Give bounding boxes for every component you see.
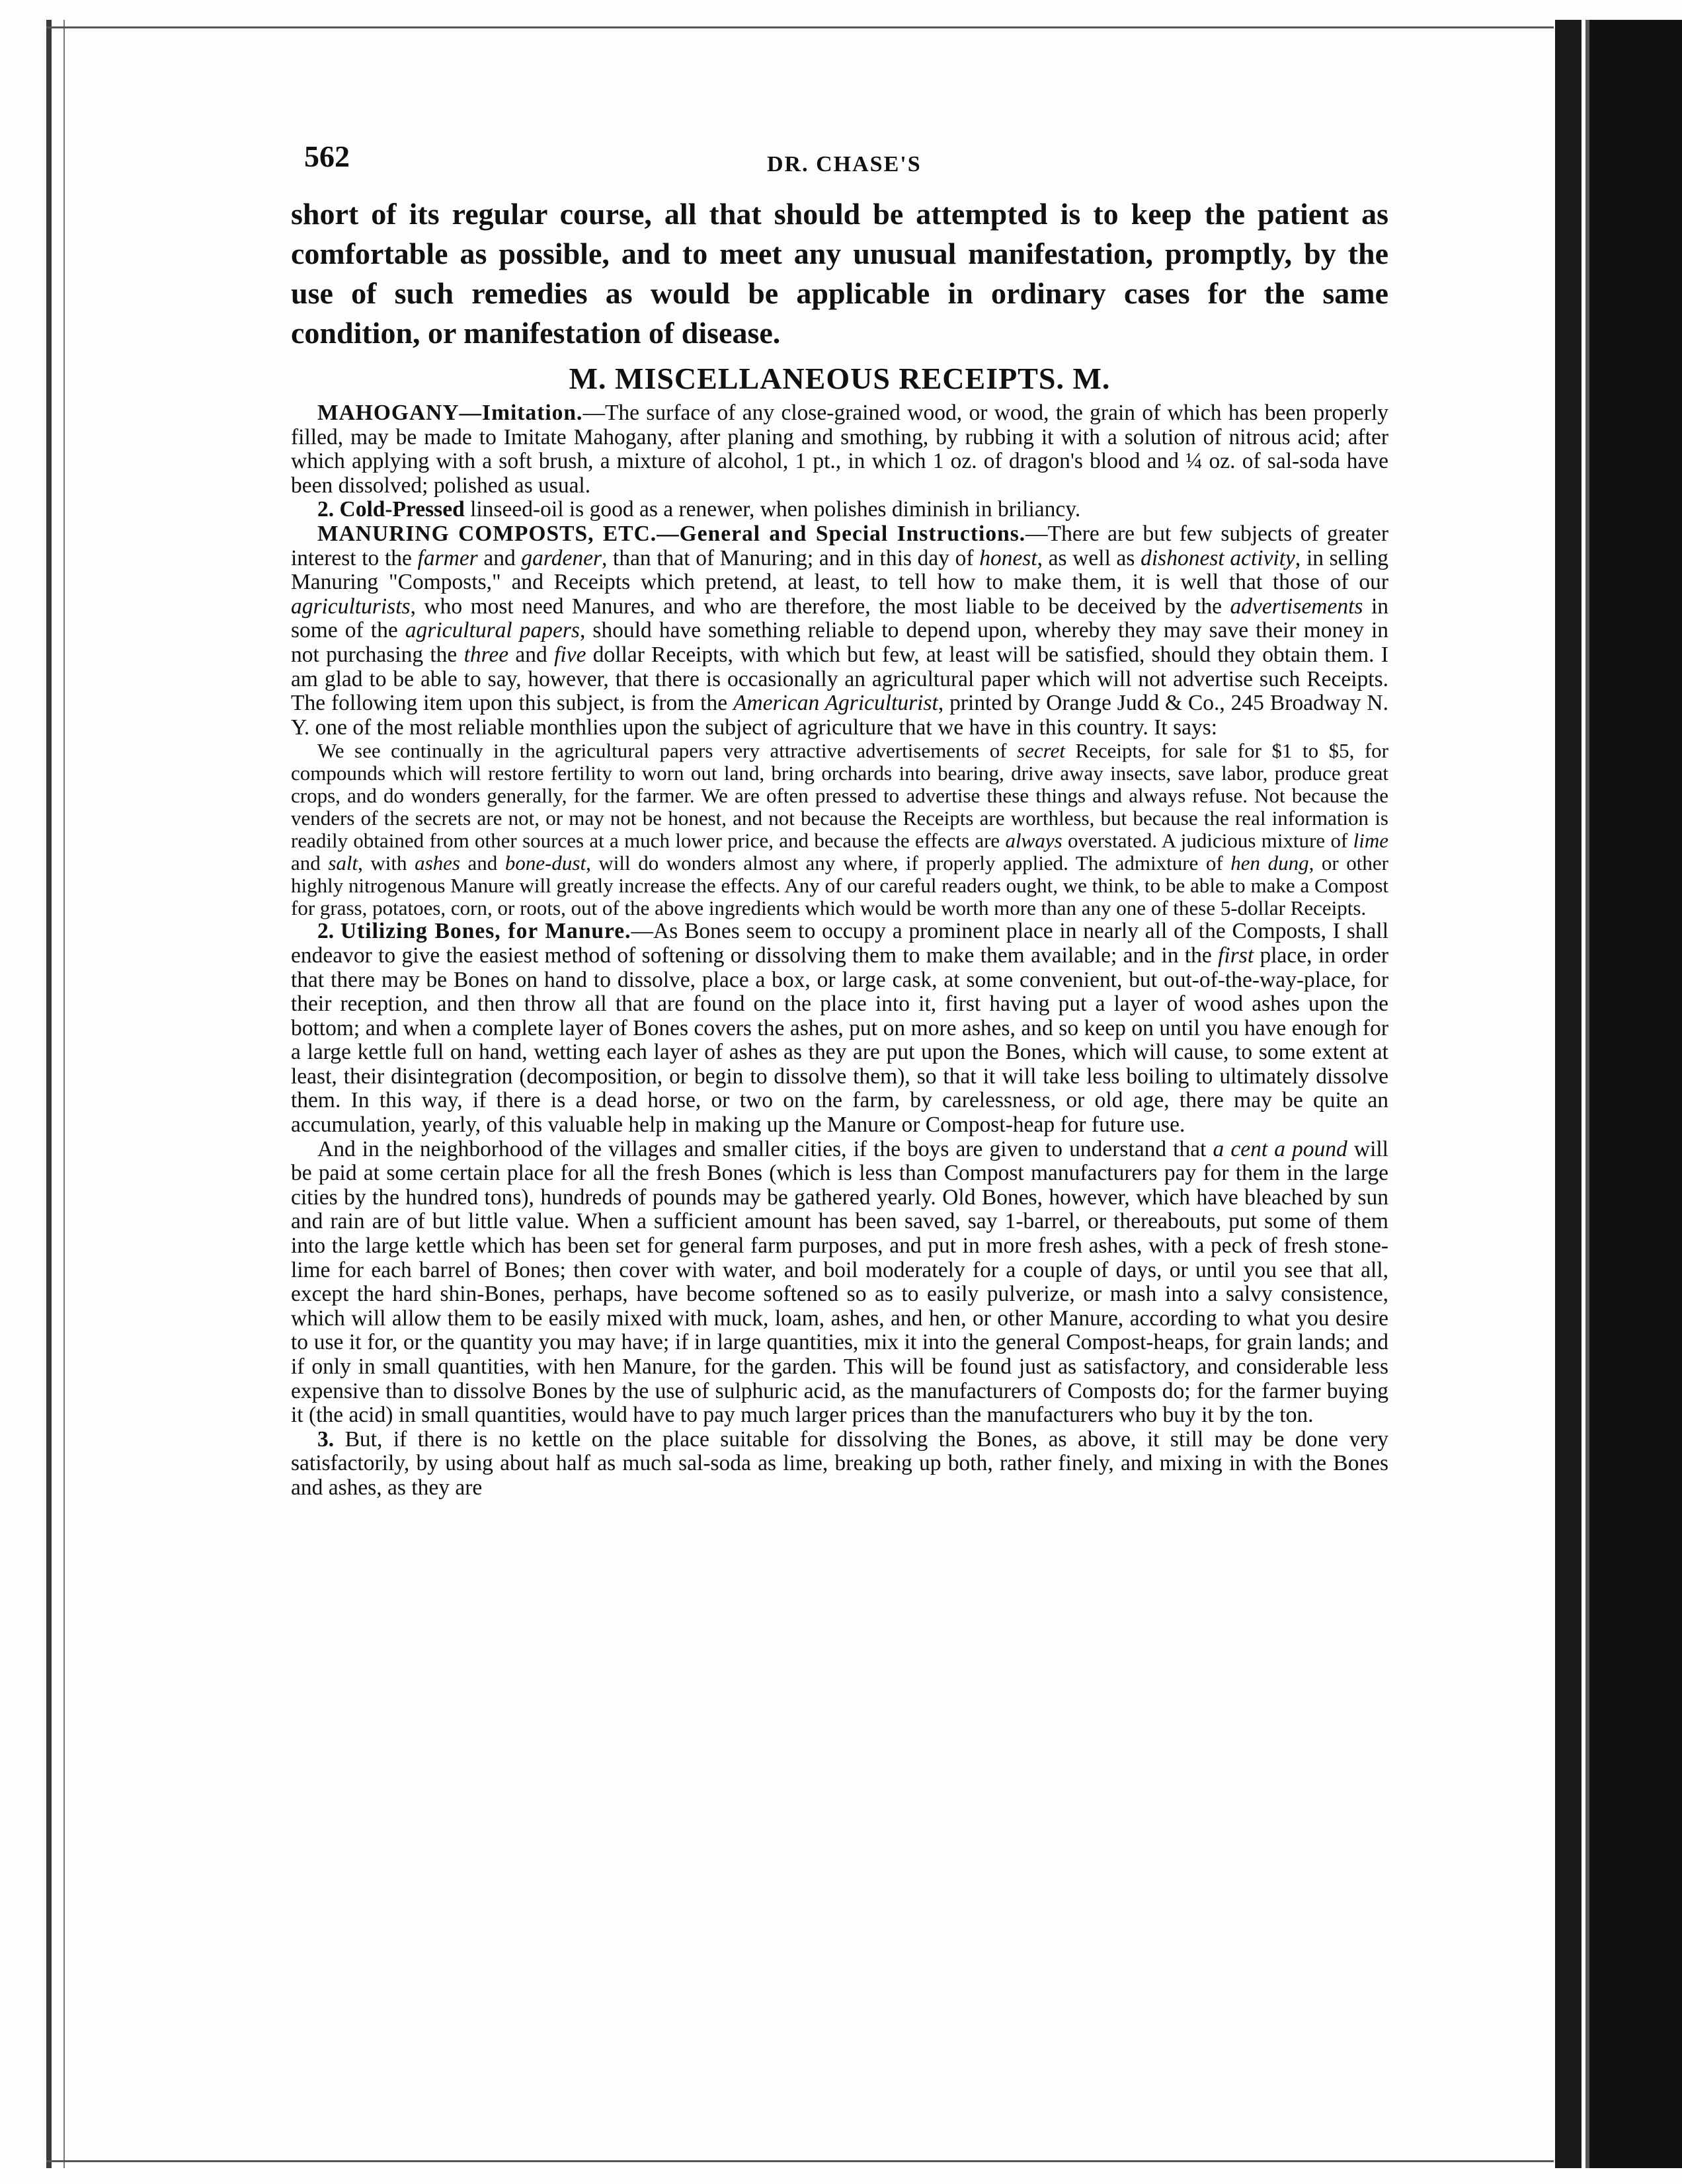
quote-italic: always	[1005, 829, 1062, 853]
quote-text: overstated. A judicious mixture of	[1062, 829, 1353, 853]
quote-text: , or other highly nitrogenous Manure will greatly increase the effects. Any of our careful readers ought, we think, to be able to make a Compost for grass, potatoes, corn, or roots, out of the above ingredients which would be worth more than any one of these 5-dollar Receipts.	[291, 851, 1388, 920]
manuring-italic: advertisements	[1230, 594, 1363, 619]
manuring-italic: honest	[979, 545, 1037, 570]
quoted-paragraph	[291, 740, 1388, 919]
manuring-text: , should have something reliable to depend upon, whereby they may save their money in not purchasing the	[291, 618, 1389, 667]
third-number: 3.	[317, 1426, 335, 1452]
utilizing-italic: first	[1218, 943, 1254, 968]
section-heading: M. MISCELLANEOUS RECEIPTS. M.	[569, 362, 1111, 395]
cold-pressed-paragraph	[291, 498, 1388, 522]
cold-pressed-number: 2.	[317, 497, 335, 522]
utilizing-text: place, in order that there may be Bones on hand to dissolve, place a box, or large cask, at some convenient, but out-of-the-way-place, for their reception, and then throw all that are found on the place into it, first having put a layer of wood ashes upon the bottom; and when a complete layer of Bones covers the ashes, put on more ashes, and so keep on until you have enough for a large kettle full on hand, wetting each layer of ashes as they are put upon the Bones, which will cause, to some extent at least, their disintegration (decomposition, or begin to dissolve them), so that it will take less boiling to ultimately dissolve them. In this way, if there is a dead horse, or two on the farm, by carelessness, or old age, there may be quite an accumulation, yearly, of this valuable help in making up the Manure or Compost-heap for future use.	[291, 943, 1388, 1138]
manuring-heading: MANURING COMPOSTS, ETC.—General and Special Instructions.	[317, 521, 1026, 546]
neighborhood-text: And in the neighborhood of the villages and smaller cities, if the boys are given to understand that	[317, 1136, 1213, 1161]
quote-italic: ashes	[415, 851, 460, 875]
mahogany-heading: MAHOGANY—Imitation.	[317, 401, 583, 425]
manuring-text: , in selling Manuring "Composts," and Receipts which pretend, at least, to tell how to make them, it is well that those of our	[291, 545, 1388, 595]
cold-pressed-heading: Cold-Pressed	[339, 497, 465, 522]
manuring-italic: five	[554, 642, 586, 667]
quote-text: and	[291, 851, 329, 875]
quote-italic: bone-dust	[504, 851, 586, 875]
manuring-italic: gardener	[521, 545, 602, 570]
neighborhood-text: will be paid at some certain place for all the fresh Bones (which is less than Compost manufacturers pay for them in the large cities by the hundred tons), hundreds of pounds may be gathered yearly. Old Bones, however, which have bleached by sun and rain are of but little value. When a sufficient amount has been saved, say 1-barrel, or thereabouts, put some of them into the large kettle which has been set for general farm purposes, and put in more fresh ashes, with a peck of fresh stone-lime for each barrel of Bones; then cover with water, and boil moderately for a couple of days, or until you see that all, except the hard shin-Bones, perhaps, have become softened so as to easily pulverize, or mash into a salvy consistence, which will allow them to be easily mixed with muck, loam, ashes, and hen, or other Manure, according to what you desire to use it for, or the quantity you may have; if in large quantities, mix it into the general Compost-heaps, for grain lands; and if only in small quantities, with hen Manure, for the garden. This will be found just as satisfactory, and considerable less expensive than to dissolve Bones by the use of sulphuric acid, as the manufacturers of Composts do; for the farmer buying it (the acid) in small quantities, would have to pay much larger prices than the manufacturers who buy it by the ton.	[291, 1136, 1388, 1428]
third-text: But, if there is no kettle on the place suitable for dissolving the Bones, as above, it still may be done very satisfactorily, by using about half as much sal-soda as lime, breaking up both, rather finely, and mixing in with the Bones and ashes, as they are	[291, 1426, 1388, 1500]
running-head	[291, 132, 1388, 185]
neighborhood-paragraph	[291, 1138, 1388, 1428]
scan-margin-dark	[1589, 20, 1682, 2168]
quote-italic: secret	[1017, 739, 1065, 763]
quote-text: We see continually in the agricultural papers very attractive advertisements of	[317, 739, 1018, 763]
manuring-text: and	[508, 642, 555, 667]
manuring-paragraph	[291, 522, 1388, 740]
manuring-italic: agriculturists	[291, 594, 411, 619]
utilizing-text: —As Bones seem to occupy a prominent place in nearly all of the Composts, I shall endeavor to give the easiest method of softening or dissolving them to make them available; and in the	[291, 919, 1389, 968]
mahogany-paragraph	[291, 401, 1388, 498]
cold-pressed-text: linseed-oil is good as a renewer, when polishes diminish in briliancy.	[464, 497, 1081, 522]
manuring-text: —There are but few subjects of greater interest to the	[291, 521, 1388, 570]
quote-text: , will do wonders almost any where, if properly applied. The admixture of	[586, 851, 1231, 875]
utilizing-number: 2.	[317, 919, 335, 944]
manuring-text: , than that of Manuring; and in this day of	[601, 545, 980, 570]
utilizing-heading: Utilizing Bones, for Manure.	[340, 919, 631, 944]
quote-text: and	[460, 851, 505, 875]
scan-border-left	[46, 20, 52, 2168]
page-number: 562	[304, 139, 350, 173]
scan-border-top	[46, 26, 1554, 28]
mahogany-text: —The surface of any close-grained wood, or wood, the grain of which has been properly filled, may be made to Imitate Mahogany, after planing and smothing, by rubbing it with a solution of nitrous acid; after which applying with a soft brush, a mixture of alcohol, 1 pt., in which 1 oz. of dragon's blood and ¼ oz. of sal-soda have been dissolved; polished as usual.	[291, 401, 1388, 498]
manuring-text: , printed by Orange Judd & Co., 245 Broadway N. Y. one of the most reliable monthlies upon the subject of agriculture that we have in this country. It says:	[291, 691, 1388, 740]
utilizing-bones-paragraph	[291, 919, 1388, 1137]
scan-border-right	[1555, 20, 1582, 2168]
manuring-text: in some of the	[291, 594, 1389, 643]
neighborhood-italic: a cent a pound	[1213, 1136, 1347, 1161]
manuring-italic: dishonest activity	[1141, 545, 1295, 570]
manuring-text: , as well as	[1037, 545, 1141, 570]
page-content	[291, 132, 1388, 1501]
manuring-italic: farmer	[417, 545, 478, 570]
quote-italic: salt	[328, 851, 358, 875]
manuring-italic: three	[463, 642, 509, 667]
manuring-italic: American Agriculturist	[733, 691, 938, 716]
lead-paragraph: short of its regular course, all that should be attempted is to keep the patient as comfortable as possible, and to meet any unusual manifestation, promptly, by the use of such remedies as would be applicable in ordinary cases for the same condition, or manifestation of disease.	[291, 197, 1388, 350]
quote-italic: hen dung	[1230, 851, 1309, 875]
quote-text: , with	[358, 851, 415, 875]
third-paragraph	[291, 1428, 1388, 1501]
scan-border-left-inner	[63, 20, 65, 2168]
manuring-text: , who most need Manures, and who are therefore, the most liable to be deceived by the	[410, 594, 1230, 619]
quote-text: Receipts, for sale for $1 to $5, for compounds which will restore fertility to worn out land, bring orchards into bearing, drive away insects, save labor, produce great crops, and do wonders generally, for the farmer. We are often pressed to advertise these things and always refuse. Not because the venders of the secrets are not, or may not be honest, and not because the Receipts are worthless, but because the real information is readily obtained from other sources at a much lower price, and because the effects are	[291, 739, 1388, 853]
running-title: DR. CHASE'S	[767, 152, 922, 176]
manuring-text: dollar Receipts, with which but few, at least will be satisfied, should they obtain them. I am glad to be able to say, however, that there is occasionally an agricultural paper which will not advertise such Receipts. The following item upon this subject, is from the	[291, 642, 1388, 716]
scan-border-bottom	[46, 2160, 1554, 2162]
manuring-italic: agricultural papers	[405, 618, 580, 643]
quote-italic: lime	[1353, 829, 1388, 853]
manuring-text: and	[477, 545, 522, 570]
